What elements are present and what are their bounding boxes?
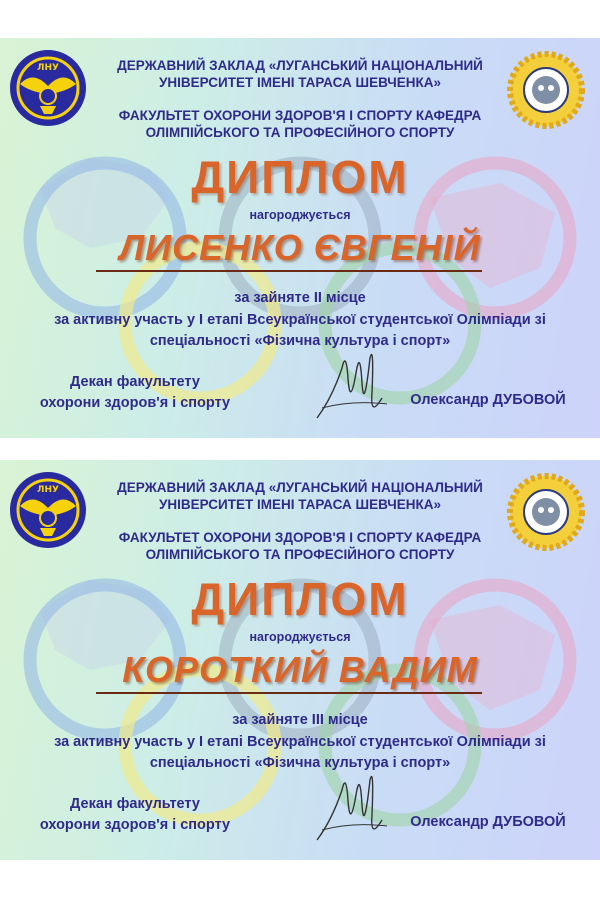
dean-line: Декан факультету [70, 796, 200, 812]
recipient-name: ЛИСЕНКО ЄВГЕНІЙ [119, 227, 481, 268]
dean-line: охорони здоров'я і спорту [39, 395, 231, 411]
description-line: за активну участь у I етапі Всеукраїнської студентської Олімпіади зі [54, 734, 546, 750]
header-line: ДЕРЖАВНИЙ ЗАКЛАД «ЛУГАНСЬКИЙ НАЦІОНАЛЬНИЙ [117, 58, 483, 73]
faculty-line: ОЛІМПІЙСЬКОГО ТА ПРОФЕСІЙНОГО СПОРТУ [145, 125, 455, 140]
diploma-card [0, 460, 600, 860]
diploma-title: ДИПЛОМ [191, 151, 409, 203]
achievement-description [0, 732, 600, 774]
signer-name: Олександр ДУБОВОЙ [410, 392, 566, 408]
diploma-title: ДИПЛОМ [191, 573, 409, 625]
header-line: УНІВЕРСИТЕТ ІМЕНІ ТАРАСА ШЕВЧЕНКА» [158, 75, 442, 90]
diploma-card [0, 38, 600, 438]
faculty-emblem-icon [506, 50, 586, 130]
achievement-description [0, 310, 600, 352]
awarded-label: нагороджується [249, 630, 351, 644]
place-text: за зайняте III місце [232, 712, 368, 728]
university-emblem-icon [8, 470, 88, 550]
faculty-line: ФАКУЛЬТЕТ ОХОРОНИ ЗДОРОВ'Я І СПОРТУ КАФЕДРА [118, 108, 482, 123]
faculty-emblem-icon [506, 472, 586, 552]
header-line: УНІВЕРСИТЕТ ІМЕНІ ТАРАСА ШЕВЧЕНКА» [158, 497, 442, 512]
place-text: за зайняте II місце [234, 290, 366, 306]
recipient-name: КОРОТКИЙ ВАДИМ [122, 649, 478, 690]
description-line: за активну участь у I етапі Всеукраїнської студентської Олімпіади зі [54, 312, 546, 328]
awarded-label: нагороджується [249, 208, 351, 222]
university-emblem-icon [8, 48, 88, 128]
university-name [95, 479, 505, 513]
faculty-line: ОЛІМПІЙСЬКОГО ТА ПРОФЕСІЙНОГО СПОРТУ [145, 547, 455, 562]
faculty-name [95, 107, 505, 141]
logo-text: ЛНУ [37, 485, 59, 495]
name-underline [96, 692, 482, 694]
dean-line: охорони здоров'я і спорту [39, 817, 231, 833]
dean-line: Декан факультету [70, 374, 200, 390]
description-line: спеціальності «Фізична культура і спорт» [149, 333, 451, 349]
university-name [95, 57, 505, 91]
dean-title [20, 794, 250, 836]
faculty-line: ФАКУЛЬТЕТ ОХОРОНИ ЗДОРОВ'Я І СПОРТУ КАФЕДРА [118, 530, 482, 545]
faculty-name [95, 529, 505, 563]
logo-text: ЛНУ [37, 63, 59, 73]
signature [312, 338, 392, 428]
name-underline [96, 270, 482, 272]
signature [312, 760, 392, 850]
signer-name: Олександр ДУБОВОЙ [410, 814, 566, 830]
header-line: ДЕРЖАВНИЙ ЗАКЛАД «ЛУГАНСЬКИЙ НАЦІОНАЛЬНИЙ [117, 480, 483, 495]
description-line: спеціальності «Фізична культура і спорт» [149, 755, 451, 771]
dean-title [20, 372, 250, 414]
